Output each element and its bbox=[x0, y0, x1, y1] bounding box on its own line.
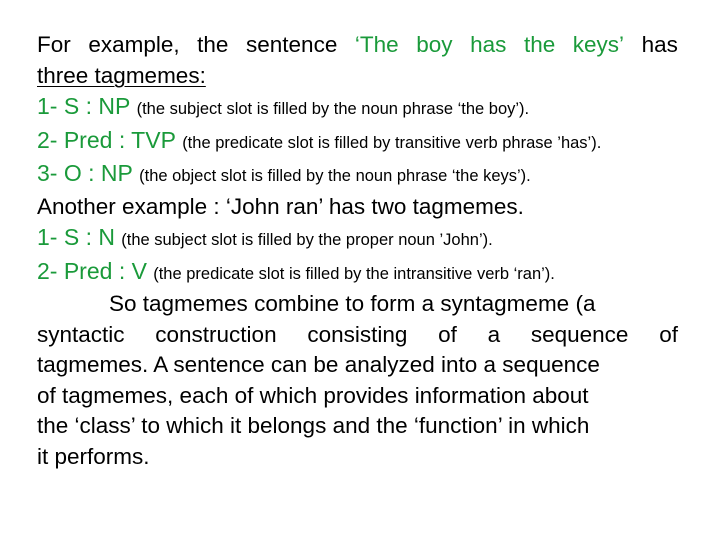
tagmeme-item bbox=[37, 125, 678, 159]
paragraph-word: of bbox=[659, 321, 678, 347]
paragraph-line: the ‘class’ to which it belongs and the ‘function’ in which bbox=[37, 413, 590, 438]
example-2-intro-text: Another example : ‘John ran’ has two tagmemes. bbox=[37, 193, 524, 219]
tagmeme-formula: 2- Pred : TVP bbox=[37, 126, 176, 153]
summary-paragraph bbox=[37, 289, 678, 472]
paragraph-word: of bbox=[438, 321, 457, 347]
intro-word: the bbox=[197, 32, 229, 57]
paragraph-word: consisting bbox=[307, 321, 408, 347]
example-2-intro bbox=[37, 192, 678, 223]
example-sentence-word: ‘The bbox=[354, 32, 399, 57]
tagmeme-explanation: (the subject slot is filled by the proper noun ’John’). bbox=[121, 231, 493, 249]
paragraph-line: it performs. bbox=[37, 443, 150, 469]
tagmeme-formula: 1- S : N bbox=[37, 224, 115, 250]
example-sentence-word: boy bbox=[416, 32, 453, 57]
tagmeme-formula: 1- S : NP bbox=[37, 93, 131, 119]
paragraph-line: tagmemes. A sentence can be analyzed into a sequence bbox=[37, 352, 600, 377]
paragraph-line: of tagmemes, each of which provides information about bbox=[37, 382, 589, 408]
tagmeme-explanation: (the predicate slot is filled by the intransitive verb ‘ran’). bbox=[153, 264, 555, 283]
paragraph-line bbox=[37, 320, 678, 351]
tagmeme-explanation: (the object slot is filled by the noun phrase ‘the keys’). bbox=[139, 167, 531, 185]
tagmeme-formula: 3- O : NP bbox=[37, 160, 133, 186]
paragraph-word: construction bbox=[155, 321, 277, 347]
slide-body bbox=[37, 30, 678, 472]
tagmeme-item bbox=[37, 256, 678, 290]
tagmeme-item bbox=[37, 91, 678, 125]
tagmeme-formula: 2- Pred : V bbox=[37, 257, 147, 284]
paragraph-line: So tagmemes combine to form a syntagmeme (a bbox=[109, 291, 596, 316]
tagmeme-item bbox=[37, 158, 678, 192]
tagmeme-item bbox=[37, 222, 678, 256]
paragraph-word: syntactic bbox=[37, 321, 125, 347]
intro-word: For bbox=[37, 32, 71, 57]
example-sentence-word: the bbox=[523, 32, 556, 57]
intro-line-1 bbox=[37, 30, 678, 61]
tagmeme-explanation: (the predicate slot is filled by transitive verb phrase ’has’). bbox=[182, 133, 602, 152]
paragraph-word: a bbox=[487, 321, 501, 347]
tagmeme-explanation: (the subject slot is filled by the noun phrase ‘the boy’). bbox=[136, 100, 530, 118]
intro-word: example, bbox=[88, 32, 180, 57]
intro-line-2-text: three tagmemes: bbox=[37, 62, 206, 88]
intro-word: has bbox=[641, 32, 678, 57]
example-sentence-word: has bbox=[470, 32, 507, 57]
intro-word: sentence bbox=[246, 32, 338, 57]
intro-line-2 bbox=[37, 61, 678, 92]
example-sentence-word: keys’ bbox=[572, 32, 625, 57]
paragraph-word: sequence bbox=[530, 321, 629, 347]
